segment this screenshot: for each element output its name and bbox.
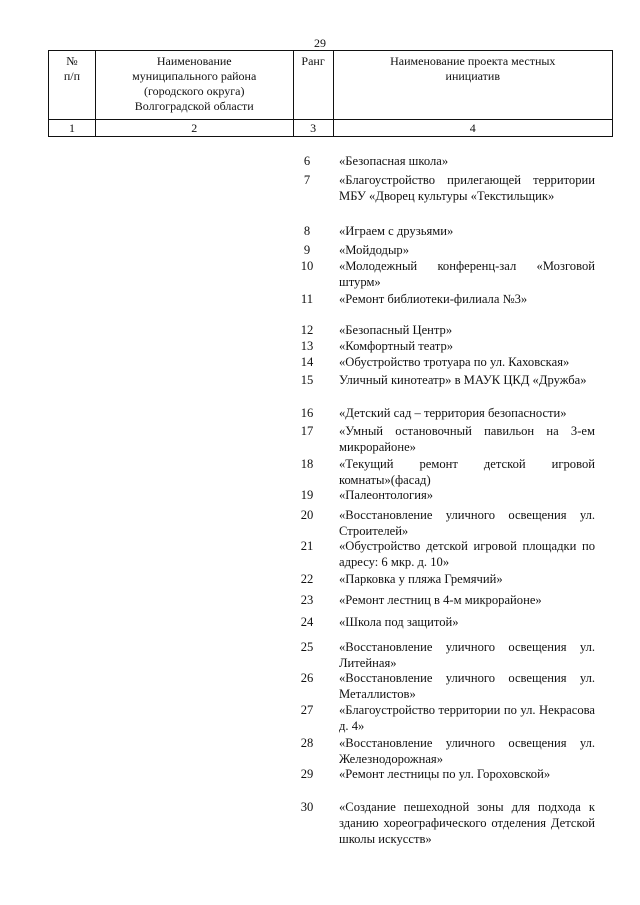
rank: 29 xyxy=(300,767,314,781)
project-name: «Комфортный театр» xyxy=(339,339,454,353)
rank: 12 xyxy=(300,323,314,337)
rank: 27 xyxy=(300,703,314,717)
project-name: «Благоустройство территории по ул. Некрасова д. 4» xyxy=(339,703,595,733)
project-name: «Ремонт лестницы по ул. Гороховской» xyxy=(339,767,551,781)
header-col-rank: Ранг xyxy=(293,51,333,120)
project-name: «Создание пешеходной зоны для подхода к зданию хореографического отделения Детской школы искусств» xyxy=(339,800,595,846)
rank: 23 xyxy=(300,593,314,607)
project-name: «Играем с друзьями» xyxy=(339,224,454,238)
project-name: «Мойдодыр» xyxy=(339,243,410,257)
project-name: «Безопасная школа» xyxy=(339,154,449,168)
rank: 19 xyxy=(300,488,314,502)
project-name: «Ремонт библиотеки-филиала №3» xyxy=(339,292,528,306)
project-name: «Молодежный конференц-зал «Мозговой штурм» xyxy=(339,259,595,289)
rank: 10 xyxy=(300,259,314,273)
rank: 25 xyxy=(300,640,314,654)
project-name: Уличный кинотеатр» в МАУК ЦКД «Дружба» xyxy=(339,373,587,387)
rank: 22 xyxy=(300,572,314,586)
header-col-project: Наименование проекта местных инициатив xyxy=(333,51,612,120)
header-num-4: 4 xyxy=(333,120,612,137)
rank: 9 xyxy=(303,243,311,257)
project-name: «Ремонт лестниц в 4-м микрорайоне» xyxy=(339,593,542,607)
rank: 11 xyxy=(300,292,314,306)
rank: 18 xyxy=(300,457,314,471)
rank: 24 xyxy=(300,615,314,629)
rank: 26 xyxy=(300,671,314,685)
project-name: «Обустройство тротуара по ул. Каховская» xyxy=(339,355,570,369)
rank: 28 xyxy=(300,736,314,750)
rank: 21 xyxy=(300,539,314,553)
project-name: «Умный остановочный павильон на 3-ем микрорайоне» xyxy=(339,424,595,454)
project-name: «Безопасный Центр» xyxy=(339,323,453,337)
header-num-3: 3 xyxy=(293,120,333,137)
project-name: «Детский сад – территория безопасности» xyxy=(339,406,567,420)
rank: 17 xyxy=(300,424,314,438)
header-col-number: № п/п xyxy=(49,51,96,120)
project-name: «Парковка у пляжа Гремячий» xyxy=(339,572,503,586)
header-num-1: 1 xyxy=(49,120,96,137)
project-name: «Благоустройство прилегающей территории МБУ «Дворец культуры «Текстильщик» xyxy=(339,173,595,203)
rank: 30 xyxy=(300,800,314,814)
project-name: «Восстановление уличного освещения ул. Строителей» xyxy=(339,508,595,538)
rank: 6 xyxy=(303,154,311,168)
project-name: «Восстановление уличного освещения ул. Литейная» xyxy=(339,640,595,670)
project-name: «Школа под защитой» xyxy=(339,615,459,629)
project-name: «Обустройство детской игровой площадки по адресу: 6 мкр. д. 10» xyxy=(339,539,595,569)
rank: 8 xyxy=(303,224,311,238)
rank: 16 xyxy=(300,406,314,420)
project-name: «Восстановление уличного освещения ул. Металлистов» xyxy=(339,671,595,701)
rank: 13 xyxy=(300,339,314,353)
header-col-district: Наименование муниципального района (городского округа) Волгоградской области xyxy=(95,51,293,120)
project-name: «Палеонтология» xyxy=(339,488,434,502)
project-name: «Восстановление уличного освещения ул. Железнодорожная» xyxy=(339,736,595,766)
rank: 20 xyxy=(300,508,314,522)
project-name: «Текущий ремонт детской игровой комнаты»(фасад) xyxy=(339,457,595,487)
rank: 7 xyxy=(303,173,311,187)
page-number: 29 xyxy=(314,36,326,50)
rank: 15 xyxy=(300,373,314,387)
header-num-2: 2 xyxy=(95,120,293,137)
rank: 14 xyxy=(300,355,314,369)
